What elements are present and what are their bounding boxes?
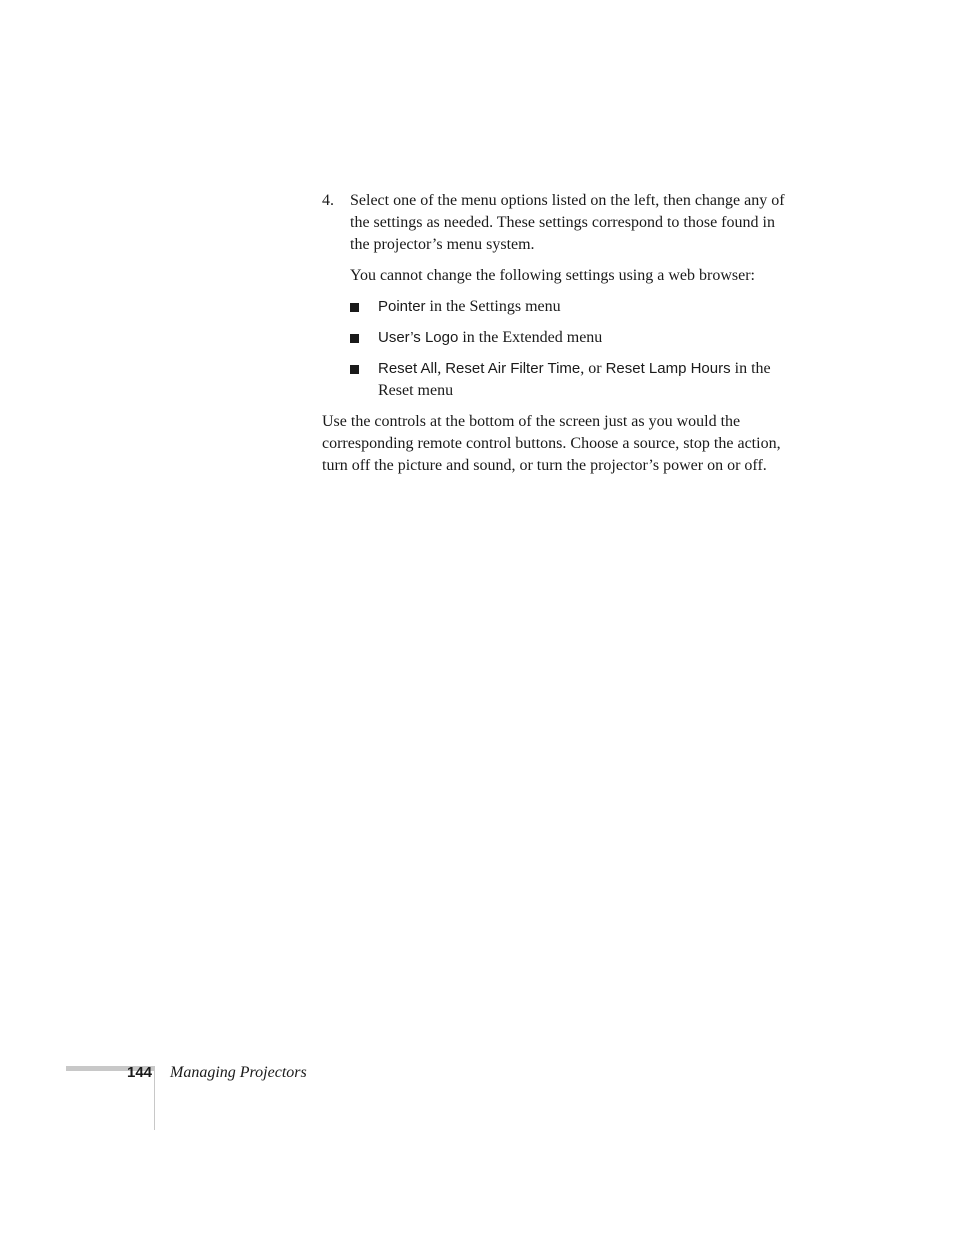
setting-term: Reset Air Filter Time (445, 360, 581, 377)
page-content (322, 190, 792, 477)
step-text: Select one of the menu options listed on the left, then change any of the settings as needed. These settings correspond to those found in the projector’s menu system. (350, 192, 785, 253)
closing-paragraph: Use the controls at the bottom of the screen just as you would the corresponding remote control buttons. Choose a source, stop the action, turn off the picture and sound, or turn the projector’s power on or off. (322, 413, 781, 474)
page-number: 144 (127, 1064, 153, 1081)
setting-term: User’s Logo (378, 329, 459, 346)
square-bullet-icon (350, 303, 359, 312)
list-item (350, 327, 792, 349)
setting-term: Reset All (378, 360, 438, 377)
restrictions-intro: You cannot change the following settings using a web browser: (350, 267, 755, 284)
separator: , (437, 360, 446, 377)
list-item (350, 358, 792, 402)
setting-location: in the Settings menu (425, 298, 561, 315)
footer-divider (154, 1066, 155, 1130)
setting-location: in the Reset menu (378, 360, 771, 399)
restricted-settings-list (350, 296, 792, 402)
separator: , or (580, 360, 606, 377)
square-bullet-icon (350, 334, 359, 343)
chapter-title: Managing Projectors (170, 1064, 307, 1081)
step-4 (322, 190, 792, 256)
square-bullet-icon (350, 365, 359, 374)
list-item (350, 296, 792, 318)
setting-term: Reset Lamp Hours (605, 360, 731, 377)
setting-term: Pointer (378, 298, 426, 315)
step-number: 4. (322, 192, 334, 209)
setting-location: in the Extended menu (458, 329, 603, 346)
